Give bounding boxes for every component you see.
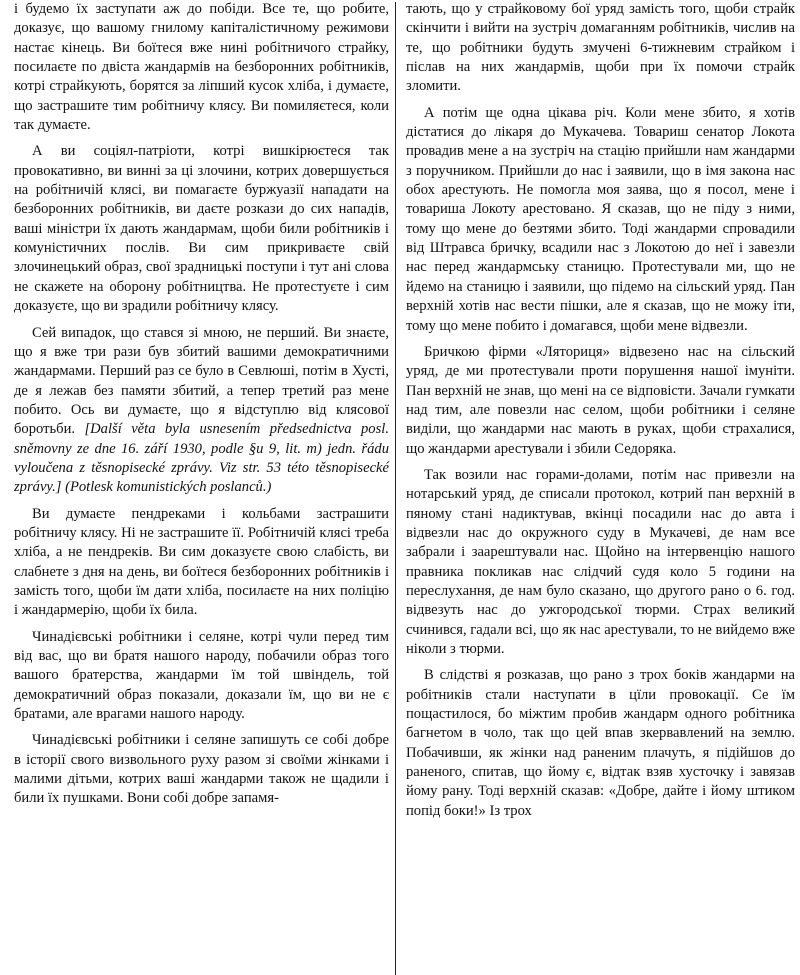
text-run: В слідстві я розказав, що рано з трох боків жандарми на робітників стали наступати в цїли провокації. Се їм пощастилося, бо міжтим пробив жандарм одного робітника багнетом в чоло, так що цей впав зкервавлений на землю. Побачивши, як жінки над раненим плачуть, я підійшов до раненого, спитав, що йому є, відтак взяв хусточку і завязав йому рану. Тоді верхній сказав: «Добре, дайте і йому штиком попід боки!» Із трох xyxy=(406,667,795,819)
paragraph-p5 xyxy=(14,628,389,725)
italic-note: [Další věta byla usnesením předsednictva posl. sněmovny ze dne 16. září 1930, podle §u 9, lit. m) jedn. řádu vyloučena z těsnopisecké zprávy. Viz str. 53 této těsnopisecké zprávy.] (Potlesk komunistických poslanců.) xyxy=(14,421,389,496)
right-column xyxy=(396,0,795,975)
text-run: А потім ще одна цікава річ. Коли мене збито, я хотів дістатися до лікаря до Мукачева. Товариш сенатор Локота провадив мене а на зустріч на стацію прийшли нам жандарми з поручником. Прийшли до нас і заявили, що в імя закона нас обох арестують. Не помогла моя заява, що я посол, мене і товариша Локоту арестовано. Я сказав, що не піду з ними, тому що мене до безтями збито. Тоді жандарми спровадили від Штравса бричку, всадили нас з Локотою до неї і завезли нас перед жандармську станицю. Протестували ми, що не йдемо на станицю і заявили, що підемо на сільский уряд. Пан верхній хотів нас вести пішки, але я сказав, що не можу іти, тому що мене побито і домагався, щоби мене відвезли. xyxy=(406,104,795,334)
paragraph-p8 xyxy=(406,104,795,336)
text-run: Сей випадок, що стався зі мною, не перший. Ви знаєте, що я вже три рази був збитий вашими демократичними жандармами. Перший раз се було в Севлюші, потім в Хусті, де я лежав без памяти збитий, а тепер третий раз мене побито. Ось ви думаєте, що я відступлю від клясової боротьби. xyxy=(14,324,389,438)
paragraph-p2 xyxy=(14,142,389,316)
paragraph-p10 xyxy=(406,466,795,659)
paragraph-p6 xyxy=(14,731,389,808)
paragraph-p1 xyxy=(14,0,389,135)
left-column xyxy=(14,0,395,975)
text-run: А ви соціял-патріоти, котрі вишкірюєтеся так провокативно, ви винні за ці злочини, котрих довершується на робітничій клясі, ви помагаєте буржуазії нападати на безборонних робітників, ви даєте розкази до сих нападів, ваші міністри їх дають жандармам, щоби били робітників і комуністичних послів. Ви сим прикриваєте свій злочинецький образ, свої зрадницькі поступи і тут ані слова не скажете на оборону робітництва. Не протестуєте і сим доказуєте, що ви зрадили робітничу клясу. xyxy=(14,143,389,315)
paragraph-p9 xyxy=(406,343,795,459)
text-run: і будемо їх заступати аж до побіди. Все те, що робите, доказує, що вашому гнилому капіталістичному режимови настає кінець. Ви боїтеся вже нині робітничого страйку, посилаєте по двіста жандармів на безборонних робітників, котрі страйкують, борятся за ліпший кусок хліба, і думаєте, що застрашите тим робітничу клясу. Ви помиляєтеся, коли так думаєте. xyxy=(14,1,389,134)
text-run: Чинадієвські робітники і селяне, котрі чули перед тим від вас, що ви братя нашого народу, побачили образ того вашого братерства, жандарми їм той швіндель, той демократичний образ показали, доказали їм, що ви не є братами, але врагами нашого народу. xyxy=(14,628,389,723)
text-run: Чинадієвські робітники і селяне запишуть се собі добре в історії свого визвольного руху разом зі своїми жінками і малими дітьми, котрих ваші жандарми також не щадили і били їх пушками. Вони собі добре запамя- xyxy=(14,732,389,807)
text-run: Бричкою фірми «Ляториця» відвезено нас на сільский уряд, де ми протестували проти порушення нашої імуніти. Пан верхній не знав, що мені на се відповісти. Зачали гумкати над тим, але повезли нас селом, щоби робітники і селяне виділи, що жандарми нас мають в руках, щоби страхалися, що жандарми арестували і збили Седоряка. xyxy=(406,343,795,457)
paragraph-p4 xyxy=(14,505,389,621)
text-run: тають, що у страйковому бої уряд замість того, щоби страйк скінчити і вийти на зустріч домаганням робітників, числив на те, що робітники будуть змучені 6-тижневим страйком і післав на них жандармів, щоби при їх помочи страйк зломити. xyxy=(406,1,795,95)
text-run: Так возили нас горами-долами, потім нас привезли на нотарський уряд, де списали протокол, котрий пан верхній в пяному стані надиктував, вкінці посадили нас до авта і відвезли нас до окружного суду в Мукачеві, де нам все забрали і заарештували нас. Щойно на інтервенцію нашого правника покликав нас слідчий судя коло 5 години на переслухання, де нам було сказано, що другого рано о 6. год. відвезуть нас до ужгородської тюрми. Страх великий счинився, гадали всі, що як нас арестували, то не вийдемо вже ніколи з тюрми. xyxy=(406,466,795,657)
paragraph-p7 xyxy=(406,0,795,97)
paragraph-p11 xyxy=(406,666,795,821)
text-run: Ви думаєте пендреками і кольбами застрашити робітничу клясу. Ні не застрашите її. Робітничій клясі треба хліба, а не пендреків. Ви сим доказуєте свою слабість, ви слабнете з дня на день, ви боїтеся безборонних робітників і замість того, щоби їм дати хліба, посилаєте на них поліцію і жандармерію, щоби їх била. xyxy=(14,505,389,619)
paragraph-p3 xyxy=(14,324,389,498)
